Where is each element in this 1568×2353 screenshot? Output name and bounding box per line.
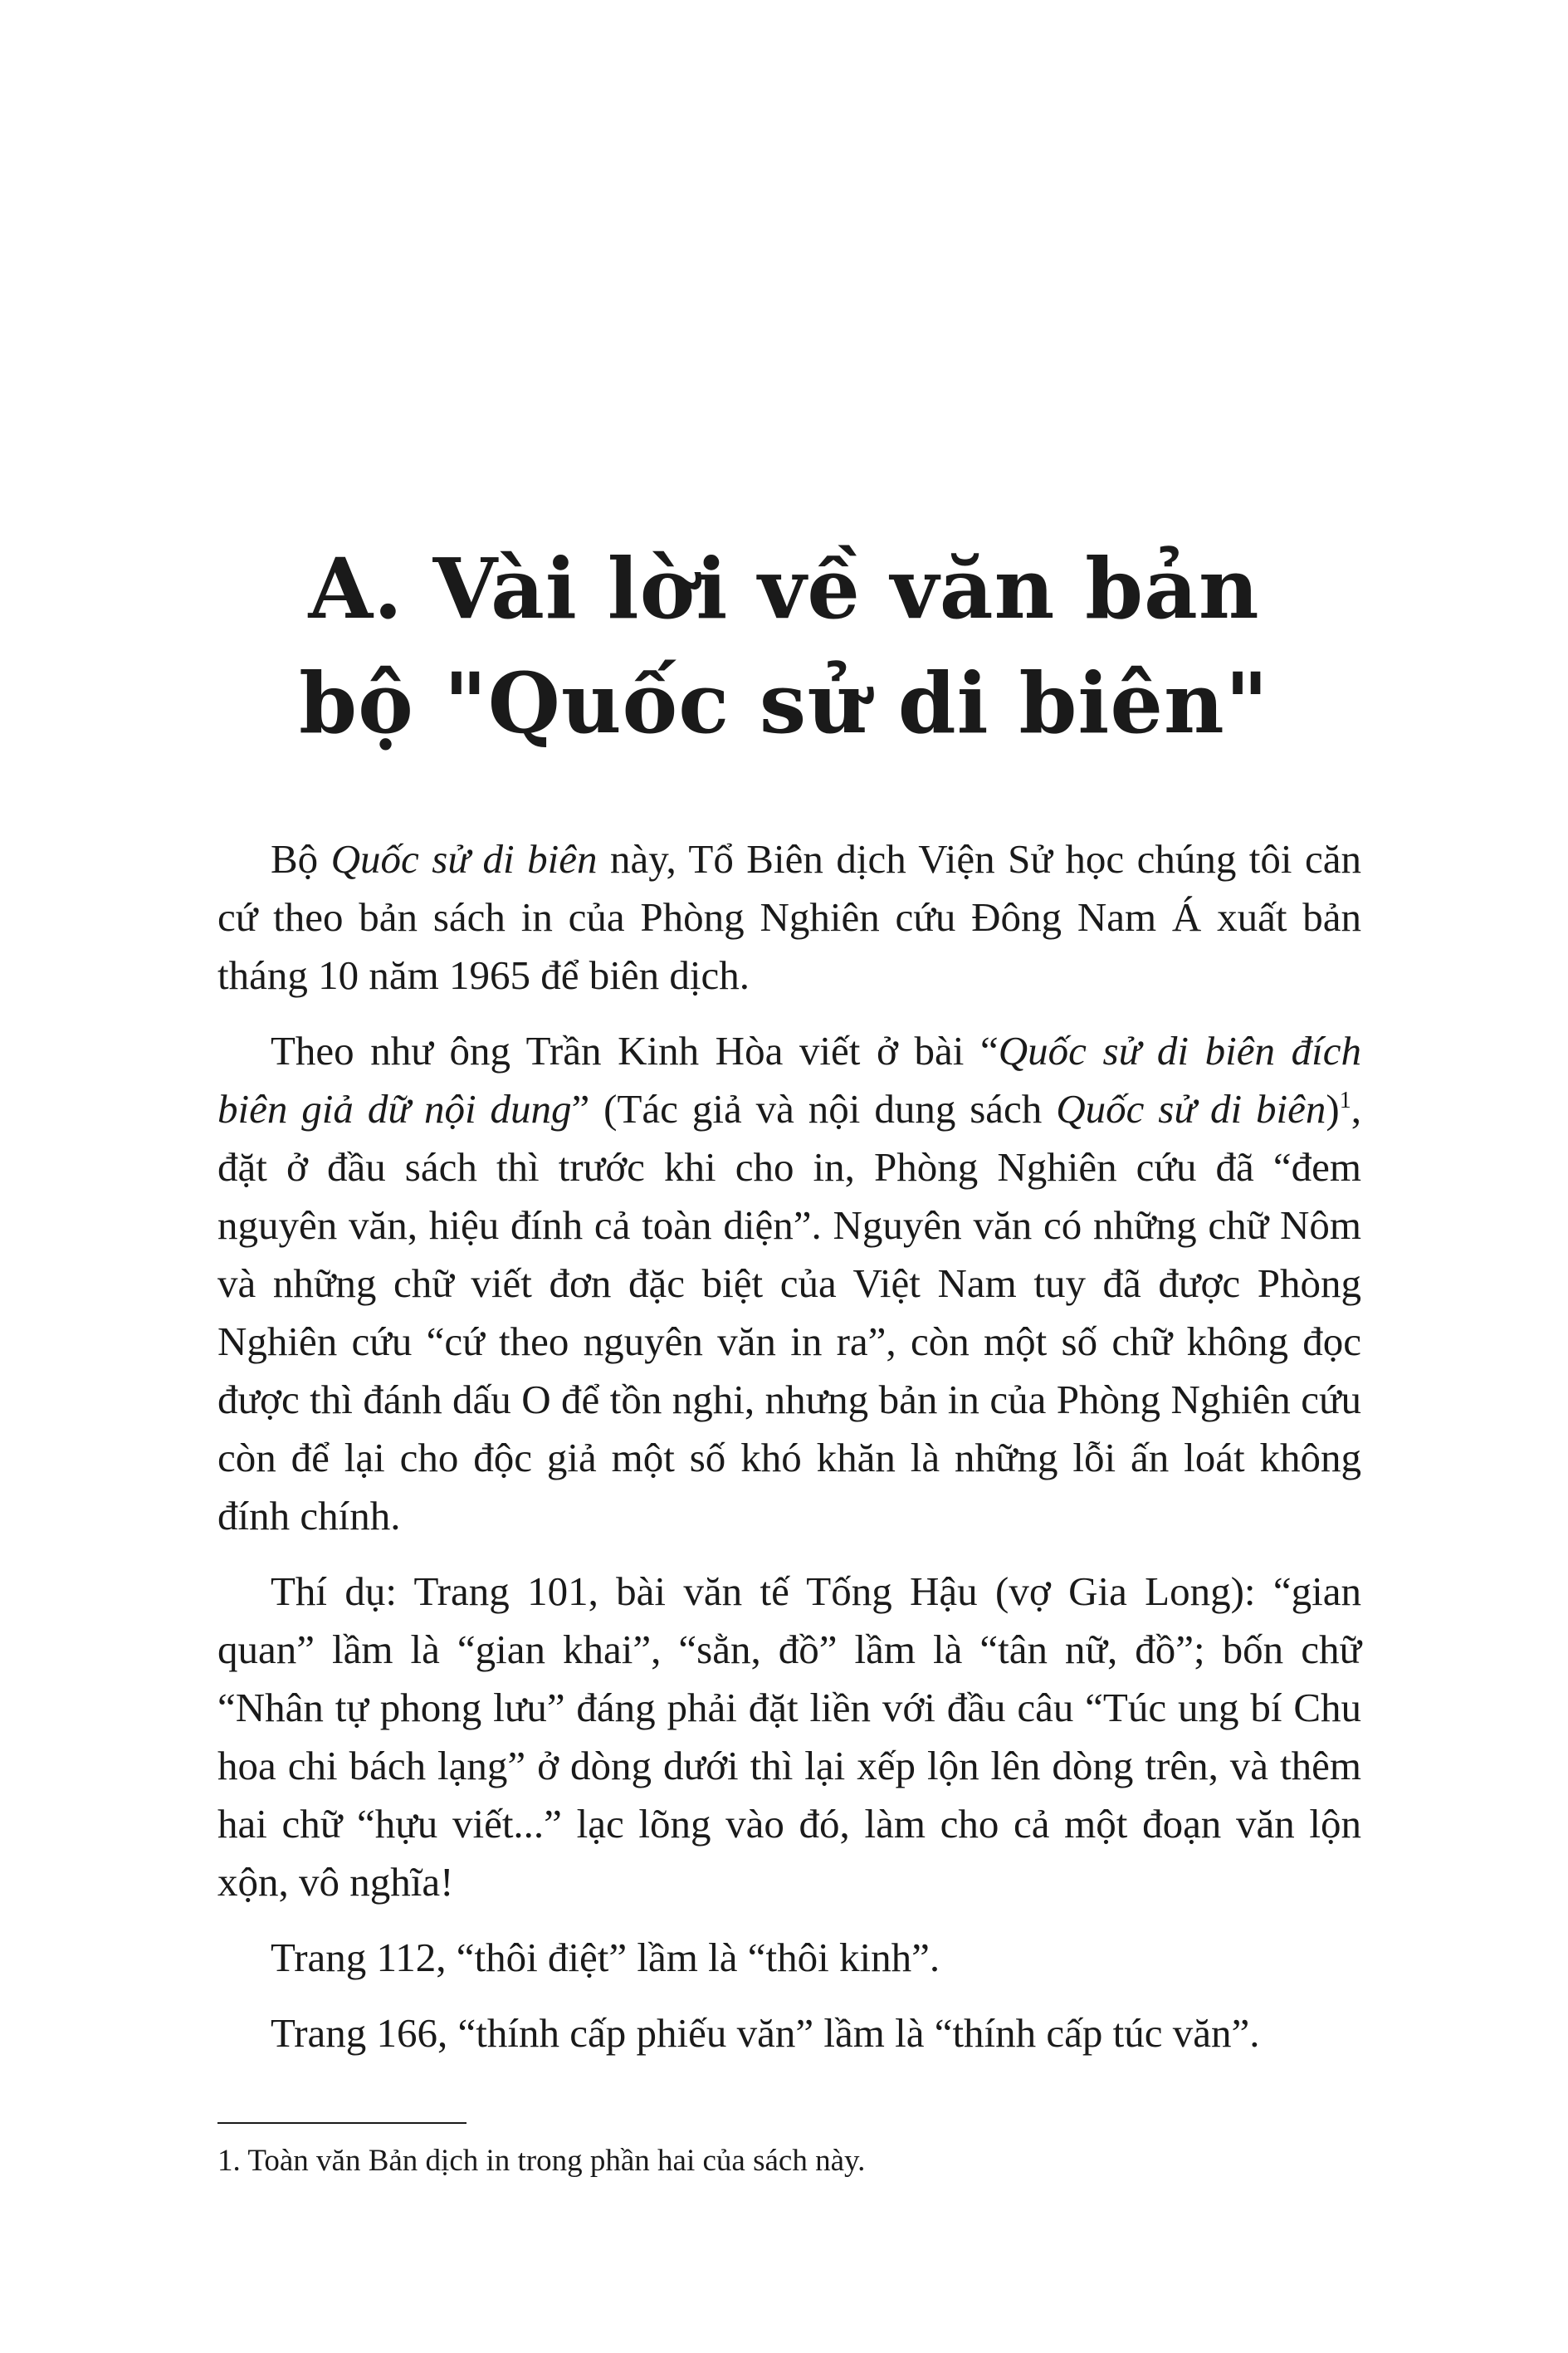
footnote-divider [217, 2122, 466, 2124]
paragraph-2-text-f: , đặt ở đầu sách thì trước khi cho in, Phòng Nghiên cứu đã “đem nguyên văn, hiệu đính cả toàn diện”. Nguyên văn có những chữ Nôm và những chữ viết đơn đặc biệt của Việt Nam tuy đã được Phòng Nghiên cứu “cứ theo nguyên văn in ra”, còn một số chữ không đọc được thì đánh dấu O để tồn nghi, nhưng bản in của Phòng Nghiên cứu còn để lại cho độc giả một số khó khăn là những lỗi ấn loát không đính chính. [217, 1086, 1361, 1538]
paragraph-2-book-title: Quốc sử di biên [1056, 1086, 1326, 1132]
footnote: 1. Toàn văn Bản dịch in trong phần hai của sách này. [217, 2144, 866, 2178]
paragraph-5: Trang 166, “thính cấp phiếu văn” lầm là “thính cấp túc văn”. [271, 2010, 1260, 2056]
paragraph-1-book-title: Quốc sử di biên [330, 836, 598, 882]
paragraph-2-text-e: ) [1326, 1086, 1340, 1132]
paragraph-1 [217, 830, 1361, 1005]
paragraph-4: Trang 112, “thôi điệt” lầm là “thôi kinh”. [271, 1935, 940, 1980]
paragraph-3: Thí dụ: Trang 101, bài văn tế Tống Hậu (vợ Gia Long): “gian quan” lầm là “gian khai”, “sằn, đồ” lầm là “tân nữ, đồ”; bốn chữ “Nhân tự phong lưu” đáng phải đặt liền với đầu câu “Túc ung bí Chu hoa chi bách lạng” ở dòng dưới thì lại xếp lộn lên dòng trên, và thêm hai chữ “hựu viết...” lạc lõng vào đó, làm cho cả một đoạn văn lộn xộn, vô nghĩa! [217, 1568, 1361, 1905]
paragraph-1-text-c: này, Tổ Biên dịch Viện Sử học chúng tôi căn cứ theo bản sách in của Phòng Nghiên cứu Đông Nam Á xuất bản tháng 10 năm 1965 để biên dịch. [217, 836, 1362, 998]
body-text [217, 830, 1361, 2080]
paragraph-2-article-title: Quốc sử di biên đích biên giả dữ nội dung [217, 1028, 1361, 1132]
paragraph-2 [217, 1022, 1361, 1545]
paragraph-2-text-a: Theo như ông Trần Kinh Hòa viết ở bài “ [271, 1028, 999, 1074]
chapter-title-line-1: A. Vài lời về văn bản [308, 540, 1260, 638]
paragraph-1-text-a: Bộ [271, 836, 331, 882]
paragraph-2-text-c: ” (Tác giả và nội dung sách [571, 1086, 1057, 1132]
footnote-marker: 1 [1339, 1088, 1351, 1113]
chapter-title-line-2: bộ "Quốc sử di biên" [299, 654, 1269, 752]
chapter-title [0, 531, 1568, 761]
